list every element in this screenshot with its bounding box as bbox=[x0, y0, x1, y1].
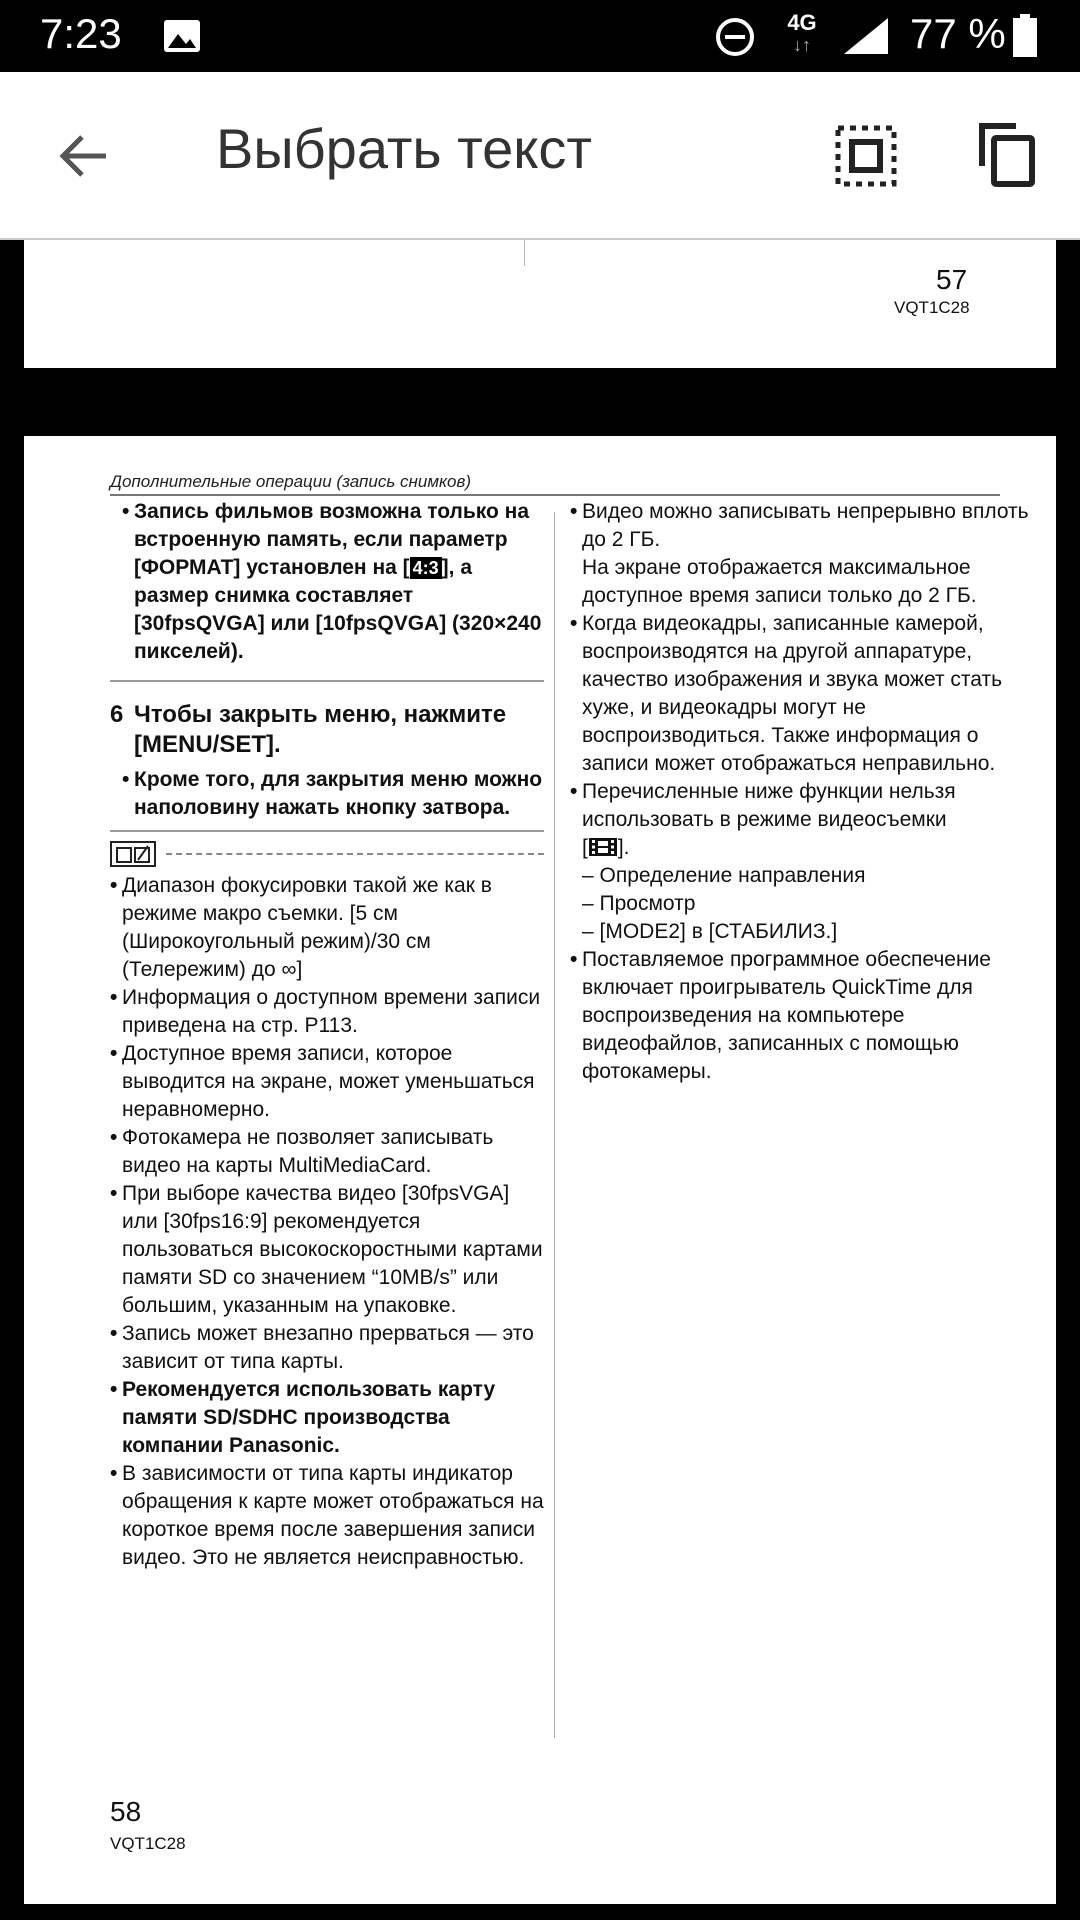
list-item: – Просмотр bbox=[582, 892, 696, 915]
select-all-icon bbox=[830, 120, 902, 192]
note-item bbox=[570, 610, 1030, 778]
text-span: Информация о доступном времени записи приведена на стр. P113. bbox=[122, 986, 541, 1037]
status-bar bbox=[0, 0, 1080, 72]
network-type: 4G bbox=[787, 10, 817, 35]
note-item bbox=[110, 1040, 544, 1124]
note-item bbox=[570, 498, 1030, 610]
text-span: [ bbox=[582, 836, 588, 859]
note-icon bbox=[110, 841, 156, 867]
page-code: VQT1C28 bbox=[110, 1834, 186, 1853]
text-span: Запись фильмов возможна только на встроенную память, если параметр [ФОРМАТ] установлен на [ bbox=[134, 500, 530, 579]
left-column bbox=[110, 498, 544, 1572]
column-divider bbox=[554, 512, 555, 1738]
page-number: 57 bbox=[936, 264, 968, 295]
status-time: 7:23 bbox=[40, 10, 122, 57]
bullet-item bbox=[110, 498, 544, 666]
step-number: 6 bbox=[110, 701, 124, 728]
text-span: ], а размер снимка составляет [30fpsQVGA] или [10fpsQVGA] (320×240 пикселей). bbox=[134, 556, 542, 663]
step-item bbox=[110, 700, 544, 760]
note-item bbox=[110, 872, 544, 984]
battery-icon bbox=[1012, 14, 1038, 58]
column-divider bbox=[524, 240, 525, 266]
text-span: Когда видеокадры, записанные камерой, воспроизводятся на другой аппаратуре, качество изображения и звука может стать хуже, и видеокадры могут не воспроизводиться. Также информация о записи может отображаться неправильно. bbox=[582, 612, 1003, 775]
text-span: Поставляемое программное обеспечение включает проигрыватель QuickTime для воспроизведения на компьютере видеофайлов, записанных с помощью фотокамеры. bbox=[582, 948, 991, 1083]
text-span: Доступное время записи, которое выводится на экране, может уменьшаться неравномерно. bbox=[122, 1042, 535, 1121]
signal-icon bbox=[842, 16, 890, 56]
document-page-57 bbox=[24, 240, 1056, 368]
do-not-disturb-icon bbox=[714, 16, 756, 58]
section-header: Дополнительные операции (запись снимков) bbox=[110, 472, 1000, 496]
app-bar bbox=[0, 72, 1080, 240]
list-item: – Определение направления bbox=[582, 864, 866, 887]
text-span: При выборе качества видео [30fpsVGA] или [30fps16:9] рекомендуется пользоваться высокоскоростными картами памяти SD со значением “10MB/s” или большим, указанным на упаковке. bbox=[122, 1182, 543, 1317]
copy-icon bbox=[970, 118, 1042, 190]
aspect-ratio-badge: 4:3 bbox=[410, 557, 442, 579]
bullet-item bbox=[110, 766, 544, 822]
dashed-divider bbox=[166, 853, 544, 855]
text-span: ]. bbox=[617, 836, 630, 859]
note-item-bold bbox=[110, 1376, 544, 1460]
step-text: Чтобы закрыть меню, нажмите [MENU/SET]. bbox=[134, 701, 507, 758]
note-item bbox=[570, 946, 1030, 1086]
back-button[interactable] bbox=[48, 120, 120, 192]
text-span: Кроме того, для закрытия меню можно наполовину нажать кнопку затвора. bbox=[134, 768, 543, 819]
movie-mode-icon bbox=[588, 837, 618, 857]
page-number: 58 bbox=[110, 1796, 142, 1827]
note-item bbox=[570, 778, 1030, 946]
app-title: Выбрать текст bbox=[216, 117, 593, 180]
text-span: Запись может внезапно прерваться — это зависит от типа карты. bbox=[122, 1322, 534, 1373]
text-span: • Видео можно записывать непрерывно вплоть до 2 ГБ. bbox=[582, 500, 1029, 551]
note-item bbox=[110, 1320, 544, 1376]
battery-percent: 77 % bbox=[910, 10, 1006, 57]
list-item: – [MODE2] в [СТАБИЛИЗ.] bbox=[582, 920, 838, 943]
text-span: Перечисленные ниже функции нельзя использовать в режиме видеосъемки bbox=[582, 780, 956, 831]
network-indicator bbox=[782, 12, 822, 60]
text-span: В зависимости от типа карты индикатор обращения к карте может отображаться на короткое время после завершения записи видео. Это не является неисправностью. bbox=[122, 1462, 544, 1569]
image-icon bbox=[162, 18, 202, 54]
page-code: VQT1C28 bbox=[894, 298, 970, 317]
divider bbox=[110, 830, 544, 832]
text-span: Диапазон фокусировки такой же как в режиме макро съемки. [5 см (Широкоугольный режим)/30 см (Телережим) до ∞] bbox=[122, 874, 492, 981]
text-span: На экране отображается максимальное доступное время записи только до 2 ГБ. bbox=[582, 556, 977, 607]
note-item bbox=[110, 1180, 544, 1320]
data-arrows-icon: ↓↑ bbox=[793, 35, 811, 55]
back-arrow-icon bbox=[58, 133, 110, 179]
note-item bbox=[110, 1460, 544, 1572]
note-item bbox=[110, 1124, 544, 1180]
document-page-58 bbox=[24, 436, 1056, 1904]
note-item bbox=[110, 984, 544, 1040]
copy-button[interactable] bbox=[970, 118, 1042, 190]
text-span: Рекомендуется использовать карту памяти SD/SDHC производства компании Panasonic. bbox=[122, 1378, 496, 1457]
right-column bbox=[570, 498, 1030, 1086]
divider bbox=[110, 680, 544, 682]
note-header bbox=[110, 840, 544, 868]
text-span: Фотокамера не позволяет записывать видео на карты MultiMediaCard. bbox=[122, 1126, 494, 1177]
select-all-button[interactable] bbox=[830, 120, 902, 192]
